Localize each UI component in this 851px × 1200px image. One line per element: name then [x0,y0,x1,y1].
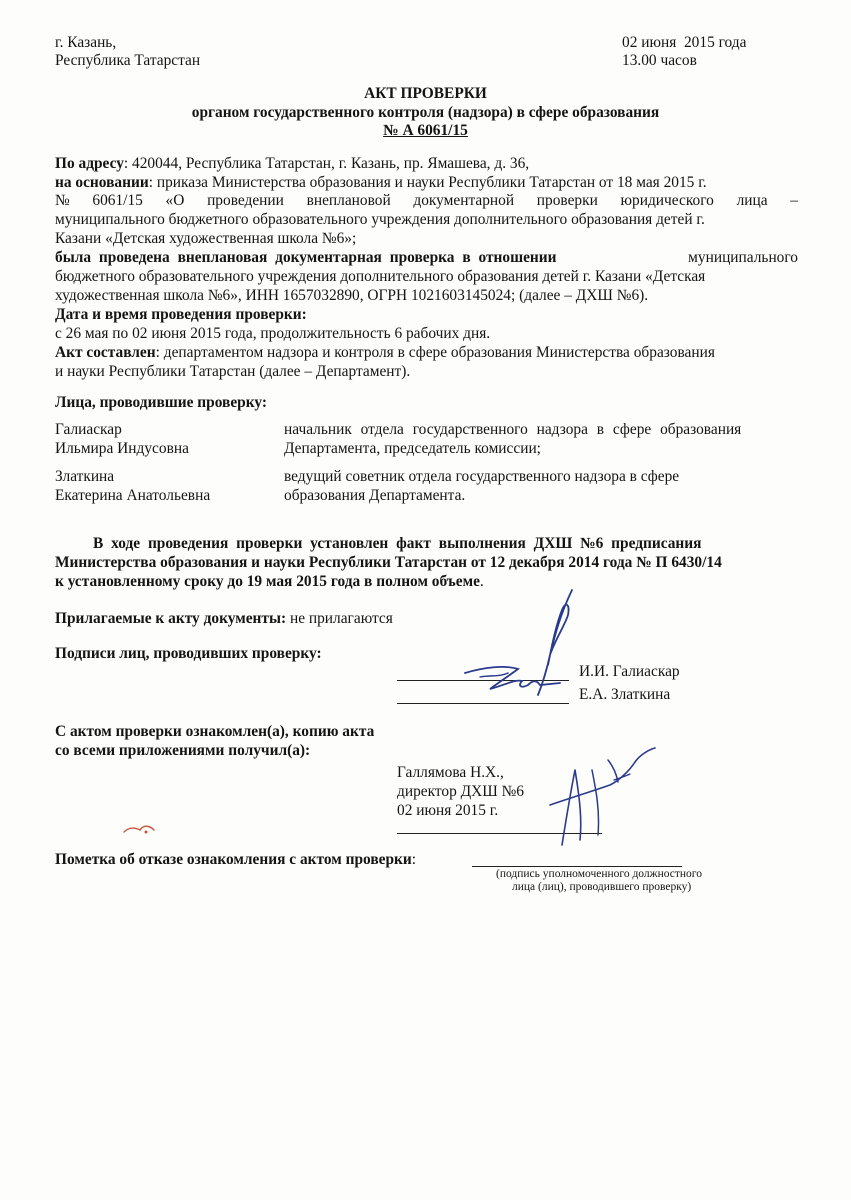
basis-word: проверки [536,192,598,209]
handwritten-signature-icon [460,585,590,710]
attachments-label: Прилагаемые к акту документы: [55,610,287,627]
refusal-caption-2: лица (лиц), проводившего проверку) [512,881,692,893]
refusal-signature-line [472,866,682,867]
document-title: АКТ ПРОВЕРКИ [364,85,487,102]
acknowledged-person: Галлямова Н.Х., [397,764,504,781]
check-line-2: бюджетного образовательного учреждения дополнительного образования детей г. Казани «Детская [55,268,706,285]
address-line [55,155,529,173]
inspectors-heading: Лица, проводившие проверку: [55,394,268,411]
address-label: По адресу [55,155,124,172]
address-value: : 420044, Республика Татарстан, г. Казань, пр. Ямашева, д. 36, [123,155,530,172]
dates-label: Дата и время проведения проверки: [55,306,307,323]
basis-word: лица [736,192,768,209]
check-line-3: художественная школа №6», ИНН 1657032890, ОГРН 1021603145024; (далее – ДХШ №6). [55,287,649,304]
inspector-role-line-1 [284,421,804,439]
signer-2-name: Е.А. Златкина [579,686,671,703]
refusal-label: Пометка об отказе ознакомления с актом проверки [55,851,412,868]
author-text-1: : департаментом надзора и контроля в сфере образования Министерства образования [155,344,715,361]
refusal-caption-1: (подпись уполномоченного должностного [496,868,702,880]
check-text-1: муниципального [688,249,798,266]
check-label: была проведена внеплановая документарная проверка в отношении [55,249,557,266]
refusal-colon: : [411,851,417,868]
document-subtitle: органом государственного контроля (надзора) в сфере образования [191,104,660,121]
author-line-1 [55,344,715,362]
header-region: Республика Татарстан [55,52,201,69]
finding-text-3: к установленному сроку до 19 мая 2015 года в полном объеме [55,573,480,590]
inspector-role-line-2: образования Департамента. [284,487,466,504]
inspector-role-line-1: ведущий советник отдела государственного надзора в сфере [284,468,680,485]
handwritten-signature-icon [530,740,660,850]
inspector-role-line-2: Департамента, председатель комиссии; [284,440,541,457]
inspector-name-first: Галиаскар [55,421,122,438]
header-city: г. Казань, [55,34,117,51]
basis-line-1 [55,174,798,192]
basis-line-2 [55,192,798,210]
basis-word: юридического [620,192,714,209]
basis-line-3: муниципального бюджетного образовательного учреждения дополнительного образования детей г. [55,211,705,228]
basis-label: на основании [55,174,149,191]
basis-word: проведении [207,192,284,209]
finding-line-3 [55,573,484,591]
basis-word: – [790,192,798,209]
refusal-line [55,851,416,869]
finding-line-1: В ходе проведения проверки установлен факт выполнения ДХШ №6 предписания [93,535,702,552]
basis-word: внеплановой [306,192,391,209]
inspector-name-rest: Екатерина Анатольевна [55,487,211,504]
basis-word: документарной [413,192,515,209]
acknowledged-date: 02 июня 2015 г. [397,802,499,819]
finding-line-2: Министерства образования и науки Республики Татарстан от 12 декабря 2014 года № П 6430/14 [55,554,722,571]
acknowledgement-label-2: со всеми приложениями получил(а): [55,742,311,759]
basis-text-1: : приказа Министерства образования и науки Республики Татарстан от 18 мая 2015 г. [148,174,707,191]
red-mark-icon [120,820,160,840]
author-line-2: и науки Республики Татарстан (далее – Департамент). [55,363,411,380]
attachments-line [55,610,393,628]
basis-word: № [55,192,70,209]
acknowledged-position: директор ДХШ №6 [397,783,524,800]
attachments-value: не прилагаются [286,610,393,627]
header-time: 13.00 часов [622,52,697,69]
acknowledgement-label-1: С актом проверки ознакомлен(а), копию акта [55,723,375,740]
check-line-1 [55,249,798,267]
dates-value: с 26 мая по 02 июня 2015 года, продолжительность 6 рабочих дня. [55,325,491,342]
signatures-label: Подписи лиц, проводивших проверку: [55,645,322,662]
inspector-role-text: начальник отдела государственного надзора в сфере образования [284,421,742,438]
inspector-name-first: Златкина [55,468,115,485]
header-date: 02 июня 2015 года [622,34,747,51]
basis-line-4: Казани «Детская художественная школа №6»; [55,230,357,247]
finding-period: . [479,573,484,590]
inspector-name-rest: Ильмира Индусовна [55,440,189,457]
basis-word: 6061/15 [92,192,143,209]
document-number: № А 6061/15 [383,122,468,139]
signer-1-name: И.И. Галиаскар [579,663,680,680]
author-label: Акт составлен [55,344,156,361]
basis-word: «О [165,192,185,209]
